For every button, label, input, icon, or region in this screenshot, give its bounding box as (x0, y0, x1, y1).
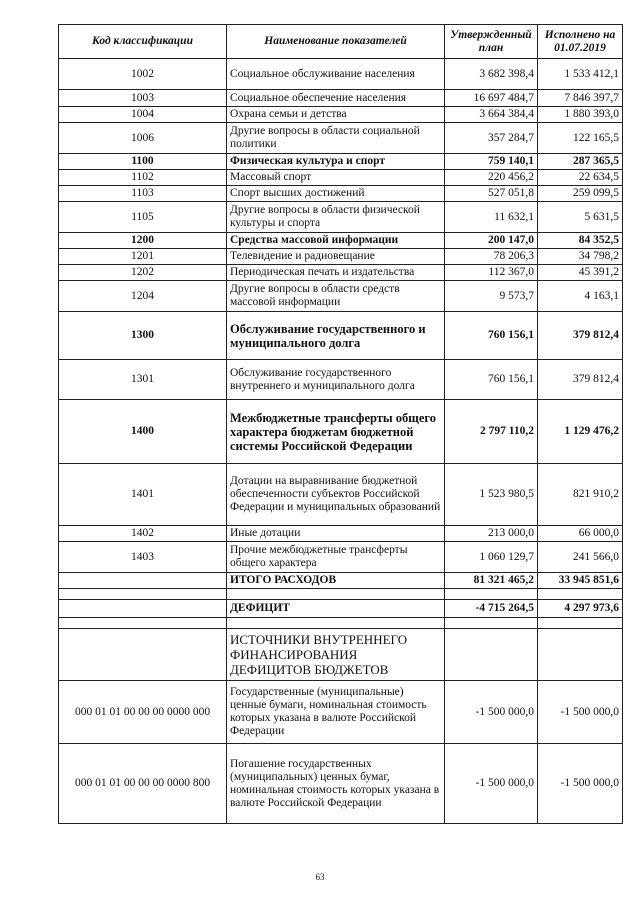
row-name: Социальное обеспечение населения (227, 90, 445, 107)
row-name: Физическая культура и спорт (227, 154, 445, 170)
row-approved: 213 000,0 (445, 526, 538, 542)
row-executed: 821 910,2 (538, 464, 623, 526)
row-name: Межбюджетные трансферты общего характера бюджетам бюджетной системы Российской Федерации (227, 400, 445, 464)
row-code: 000 01 01 00 00 00 0000 800 (59, 744, 227, 824)
row-code: 1202 (59, 265, 227, 281)
row-name: Социальное обслуживание населения (227, 59, 445, 90)
spacer-row (59, 589, 623, 600)
row-name: Средства массовой информации (227, 233, 445, 249)
row-code (59, 629, 227, 681)
table-row (59, 265, 623, 281)
table-row (59, 281, 623, 312)
row-name: Спорт высших достижений (227, 186, 445, 202)
row-code: 1200 (59, 233, 227, 249)
row-executed: 33 945 851,6 (538, 573, 623, 589)
row-executed: 66 000,0 (538, 526, 623, 542)
row-approved: -1 500 000,0 (445, 744, 538, 824)
deficit-row (59, 600, 623, 618)
table-row (59, 744, 623, 824)
row-approved: 200 147,0 (445, 233, 538, 249)
row-executed: 84 352,5 (538, 233, 623, 249)
row-code: 1401 (59, 464, 227, 526)
row-approved: 1 523 980,5 (445, 464, 538, 526)
row-name: Телевидение и радиовещание (227, 249, 445, 265)
table-row (59, 90, 623, 107)
row-code: 000 01 01 00 00 00 0000 000 (59, 681, 227, 744)
row-approved: 11 632,1 (445, 202, 538, 233)
row-name: Массовый спорт (227, 170, 445, 186)
header-approved: Утвержденный план (445, 25, 538, 59)
row-approved: 760 156,1 (445, 360, 538, 400)
row-name: Прочие межбюджетные трансферты общего характера (227, 542, 445, 573)
row-approved: 1 060 129,7 (445, 542, 538, 573)
table-row (59, 400, 623, 464)
row-executed: 379 812,4 (538, 312, 623, 360)
row-name: Обслуживание государственного внутреннего и муниципального долга (227, 360, 445, 400)
table-row (59, 123, 623, 154)
row-executed: 5 631,5 (538, 202, 623, 233)
table-row (59, 170, 623, 186)
row-code: 1400 (59, 400, 227, 464)
row-executed: 45 391,2 (538, 265, 623, 281)
row-approved: 78 206,3 (445, 249, 538, 265)
row-approved: 220 456,2 (445, 170, 538, 186)
row-name: Дотации на выравнивание бюджетной обеспеченности субъектов Российской Федерации и муниципальных образований (227, 464, 445, 526)
table-row (59, 464, 623, 526)
table-row (59, 249, 623, 265)
row-executed: 241 566,0 (538, 542, 623, 573)
row-executed: 1 880 393,0 (538, 107, 623, 123)
row-approved: -4 715 264,5 (445, 600, 538, 618)
row-code: 1100 (59, 154, 227, 170)
total-row (59, 573, 623, 589)
row-executed: 122 165,5 (538, 123, 623, 154)
budget-table-page (58, 24, 622, 824)
spacer-row (59, 618, 623, 629)
budget-table (58, 24, 623, 824)
table-row (59, 542, 623, 573)
row-code: 1301 (59, 360, 227, 400)
row-name: Государственные (муниципальные) ценные бумаги, номинальная стоимость которых указана в валюте Российской Федерации (227, 681, 445, 744)
row-code: 1004 (59, 107, 227, 123)
row-name: ДЕФИЦИТ (227, 600, 445, 618)
table-row (59, 681, 623, 744)
row-executed: -1 500 000,0 (538, 681, 623, 744)
row-approved: 760 156,1 (445, 312, 538, 360)
row-executed: 1 533 412,1 (538, 59, 623, 90)
row-approved: 16 697 484,7 (445, 90, 538, 107)
row-name: Охрана семьи и детства (227, 107, 445, 123)
header-name: Наименование показателей (227, 25, 445, 59)
row-name: Другие вопросы в области социальной политики (227, 123, 445, 154)
row-code (59, 600, 227, 618)
row-name: Погашение государственных (муниципальных) ценных бумаг, номинальная стоимость которых указана в валюте Российской Федерации (227, 744, 445, 824)
row-name: Другие вопросы в области физической культуры и спорта (227, 202, 445, 233)
row-code: 1006 (59, 123, 227, 154)
row-executed: 287 365,5 (538, 154, 623, 170)
row-name: ИСТОЧНИКИ ВНУТРЕННЕГО ФИНАНСИРОВАНИЯ ДЕФИЦИТОВ БЮДЖЕТОВ (227, 629, 445, 681)
row-code: 1102 (59, 170, 227, 186)
row-approved: 81 321 465,2 (445, 573, 538, 589)
row-executed: 22 634,5 (538, 170, 623, 186)
row-name: ИТОГО РАСХОДОВ (227, 573, 445, 589)
row-executed: 379 812,4 (538, 360, 623, 400)
header-row (59, 25, 623, 59)
table-row (59, 233, 623, 249)
row-name: Периодическая печать и издательства (227, 265, 445, 281)
row-code: 1002 (59, 59, 227, 90)
row-name: Обслуживание государственного и муниципального долга (227, 312, 445, 360)
row-executed: 259 099,5 (538, 186, 623, 202)
row-executed: 1 129 476,2 (538, 400, 623, 464)
row-name: Другие вопросы в области средств массовой информации (227, 281, 445, 312)
row-executed: 4 297 973,6 (538, 600, 623, 618)
table-row (59, 154, 623, 170)
row-approved: 3 682 398,4 (445, 59, 538, 90)
row-approved: 3 664 384,4 (445, 107, 538, 123)
row-approved: 2 797 110,2 (445, 400, 538, 464)
row-code: 1204 (59, 281, 227, 312)
table-row (59, 107, 623, 123)
row-code: 1003 (59, 90, 227, 107)
table-row (59, 360, 623, 400)
table-row (59, 312, 623, 360)
row-code: 1201 (59, 249, 227, 265)
row-approved: 357 284,7 (445, 123, 538, 154)
row-executed: 34 798,2 (538, 249, 623, 265)
row-approved: 112 367,0 (445, 265, 538, 281)
page-number: 63 (315, 872, 325, 882)
row-code: 1403 (59, 542, 227, 573)
row-code: 1103 (59, 186, 227, 202)
row-executed (538, 629, 623, 681)
row-approved: 9 573,7 (445, 281, 538, 312)
table-row (59, 526, 623, 542)
header-code: Код классификации (59, 25, 227, 59)
row-name: Иные дотации (227, 526, 445, 542)
row-code: 1105 (59, 202, 227, 233)
row-approved (445, 629, 538, 681)
table-row (59, 186, 623, 202)
row-approved: 527 051,8 (445, 186, 538, 202)
row-code: 1402 (59, 526, 227, 542)
header-executed: Исполнено на 01.07.2019 (538, 25, 623, 59)
table-row (59, 629, 623, 681)
row-code: 1300 (59, 312, 227, 360)
row-code (59, 573, 227, 589)
row-approved: -1 500 000,0 (445, 681, 538, 744)
row-executed: 7 846 397,7 (538, 90, 623, 107)
row-approved: 759 140,1 (445, 154, 538, 170)
table-row (59, 202, 623, 233)
row-executed: -1 500 000,0 (538, 744, 623, 824)
row-executed: 4 163,1 (538, 281, 623, 312)
table-row (59, 59, 623, 90)
